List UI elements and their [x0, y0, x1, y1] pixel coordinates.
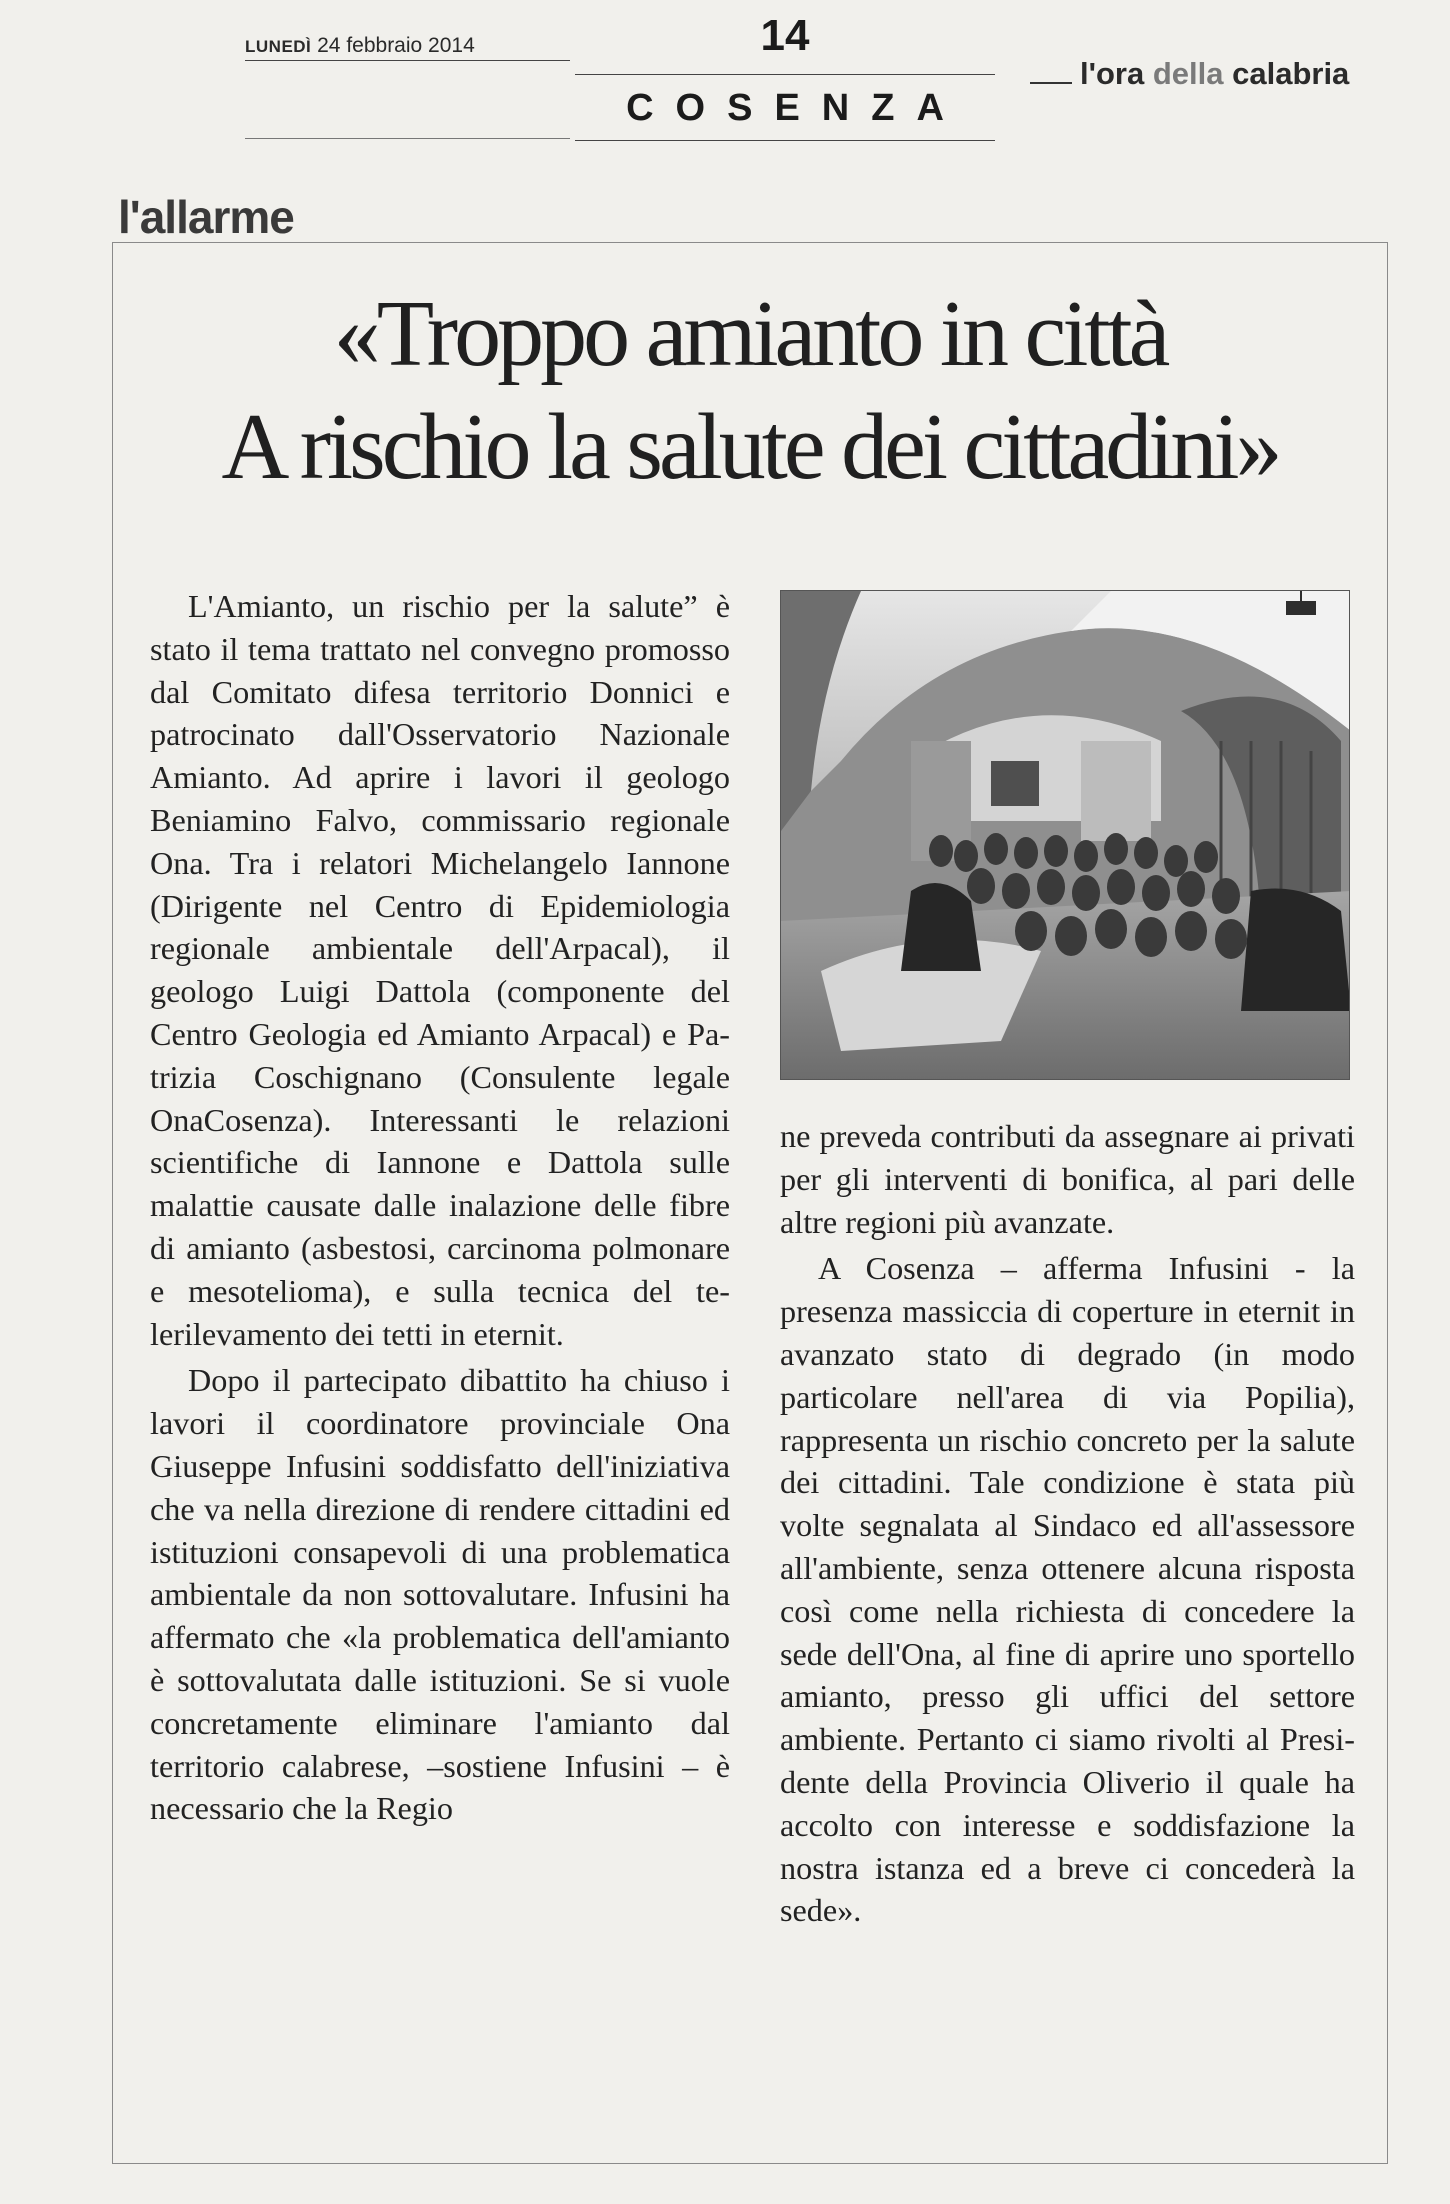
headline-line-1: «Troppo amianto in città: [333, 282, 1167, 386]
issue-date-text: 24 febbraio 2014: [317, 34, 475, 57]
newspaper-name-prefix: l'ora: [1080, 56, 1153, 91]
masthead: [0, 0, 1450, 150]
section-name: COSENZA: [626, 87, 966, 129]
headline-line-2: A rischio la salute dei cittadini»: [221, 395, 1279, 499]
section-rule-top: [575, 74, 995, 75]
issue-date: [245, 34, 475, 58]
paragraph-cosenza: A Cosenza – afferma Infusini - la presenza massiccia di coperture in eternit in avanzato stato di degrado (in modo particolare nell'area di via Popilia), rappresenta un rischio concreto per la salute dei cittadini. Tale condizione è stata più volte segnalata al Sindaco ed all'assessore all'ambiente, senza ottenere alcuna risposta così come nella richiesta di concedere la sede dell'Ona, al fine di aprire uno sportello amianto, presso gli uffici del settore ambiente. Pertanto ci siamo rivolti al Presidente della Provincia Oliverio il quale ha accolto con interesse e soddisfazione la nostra istanza ed a breve ci concederà la sede».: [780, 1250, 1355, 1929]
article-kicker: l'allarme: [118, 191, 294, 243]
paragraph-intro: L'Amianto, un rischio per la salute” è stato il tema trattato nel convegno promosso dal Comitato difesa territorio Donnici e patrocinato dall'Osservatorio Nazionale Amianto. Ad aprire i lavori il geologo Beniamino Falvo, commissario regionale Ona. Tra i relatori Michelangelo Iannone (Dirigente nel Centro di Epidemiologia regionale ambientale dell'Arpacal), il geologo Luigi Dattola (componente del Centro Geologia ed Amianto Arpacal) e Patrizia Coschignano (Consulente legale OnaCosenza). Interessanti le relazioni scientifiche di Iannone e Dattola sulle malattie causate dalle inalazione delle fibre di amianto (asbestosi, carcinoma polmonare e mesotelioma), e sulla tecnica del telerilevamento dei tetti in eternit.: [150, 588, 730, 1352]
section-rule-bottom: [575, 140, 995, 141]
newspaper-name: [1080, 56, 1349, 92]
conference-photo: [780, 590, 1350, 1080]
conference-photo-image: [781, 591, 1350, 1080]
page-number: 14: [760, 11, 810, 60]
newspaper-name-accent: della: [1152, 56, 1224, 91]
paragraph-continuation: ne preveda contributi da assegnare ai privati per gli interventi di bonifica, al pari delle altre regioni più avanzate.: [780, 1118, 1355, 1240]
masthead-dash: [1030, 82, 1072, 84]
date-rule: [245, 60, 570, 61]
newspaper-name-suffix: calabria: [1223, 56, 1350, 91]
paragraph-debate: Dopo il partecipato dibattito ha chiuso i lavori il coordinatore provinciale Ona Giuseppe Infusini soddisfatto dell'iniziativa che va nella direzione di rendere cittadini ed istituzioni consapevoli di una problematica ambientale da non sottovalutare. Infusini ha affermato che «la problematica dell'amianto è sottovalutata dalle istituzioni. Se si vuole concretamente eliminare l'amianto dal territorio calabrese, –sostiene Infusini – è necessario che la Regio: [150, 1362, 730, 1827]
article-column-1: [150, 585, 730, 1830]
date-rule-bottom: [245, 138, 570, 139]
article-column-2: [780, 1115, 1355, 1932]
issue-day: LUNEDÌ: [245, 37, 312, 56]
article-headline: [130, 278, 1370, 504]
